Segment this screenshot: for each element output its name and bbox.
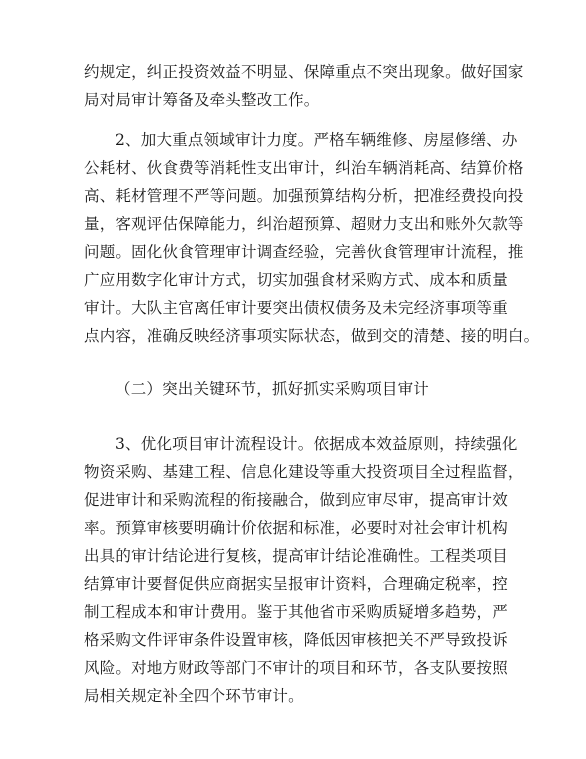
text-line: 促进审计和采购流程的衔接融合，做到应审尽审，提高审计效 [84,491,508,509]
text-line: 局相关规定补全四个环节审计。 [84,687,304,705]
text-line: 公耗材、伙食费等消耗性支出审计，纠治车辆消耗高、结算价格 [84,159,524,177]
text-line: 问题。固化伙食管理审计调查经验，完善伙食管理审计流程，推 [84,243,524,261]
text-line: 点内容，准确反映经济事项实际状态，做到交的清楚、接的明白。 [84,327,540,345]
text-line: 出具的审计结论进行复核，提高审计结论准确性。工程类项目 [84,547,508,565]
paragraph-item-3 [84,430,524,710]
text-line: 量，客观评估保障能力，纠治超预算、超财力支出和账外欠款等 [84,215,524,233]
text-line: 局对局审计筹备及牵头整改工作。 [84,91,320,109]
text-line: 率。预算审核要明确计价依据和标准，必要时对社会审计机构 [84,519,508,537]
text-line: 风险。对地方财政等部门不审计的项目和环节，各支队要按照 [84,659,508,677]
text-line: 格采购文件评审条件设置审核，降低因审核把关不严导致投诉 [84,631,508,649]
text-line: 2、加大重点领域审计力度。严格车辆维修、房屋修缮、办 [115,131,518,149]
paragraph-item-2 [84,126,540,350]
text-line: 3、优化项目审计流程设计。依据成本效益原则，持续强化 [115,435,518,453]
text-line: 高、耗材管理不严等问题。加强预算结构分析，把准经费投向投 [84,187,524,205]
text-line: 审计。大队主官离任审计要突出债权债务及未完经济事项等重 [84,299,508,317]
paragraph-continuation [84,58,524,114]
text-line: 物资采购、基建工程、信息化建设等重大投资项目全过程监督， [84,463,524,481]
text-line: 约规定，纠正投资效益不明显、保障重点不突出现象。做好国家 [84,63,524,81]
section-heading-text: （二）突出关键环节，抓好抓实采购项目审计 [115,380,430,398]
text-line: 结算审计要督促供应商据实呈报审计资料，合理确定税率，控 [84,575,508,593]
text-line: 制工程成本和审计费用。鉴于其他省市采购质疑增多趋势，严 [84,603,508,621]
text-line: 广应用数字化审计方式，切实加强食材采购方式、成本和质量 [84,271,508,289]
section-heading [84,375,524,403]
